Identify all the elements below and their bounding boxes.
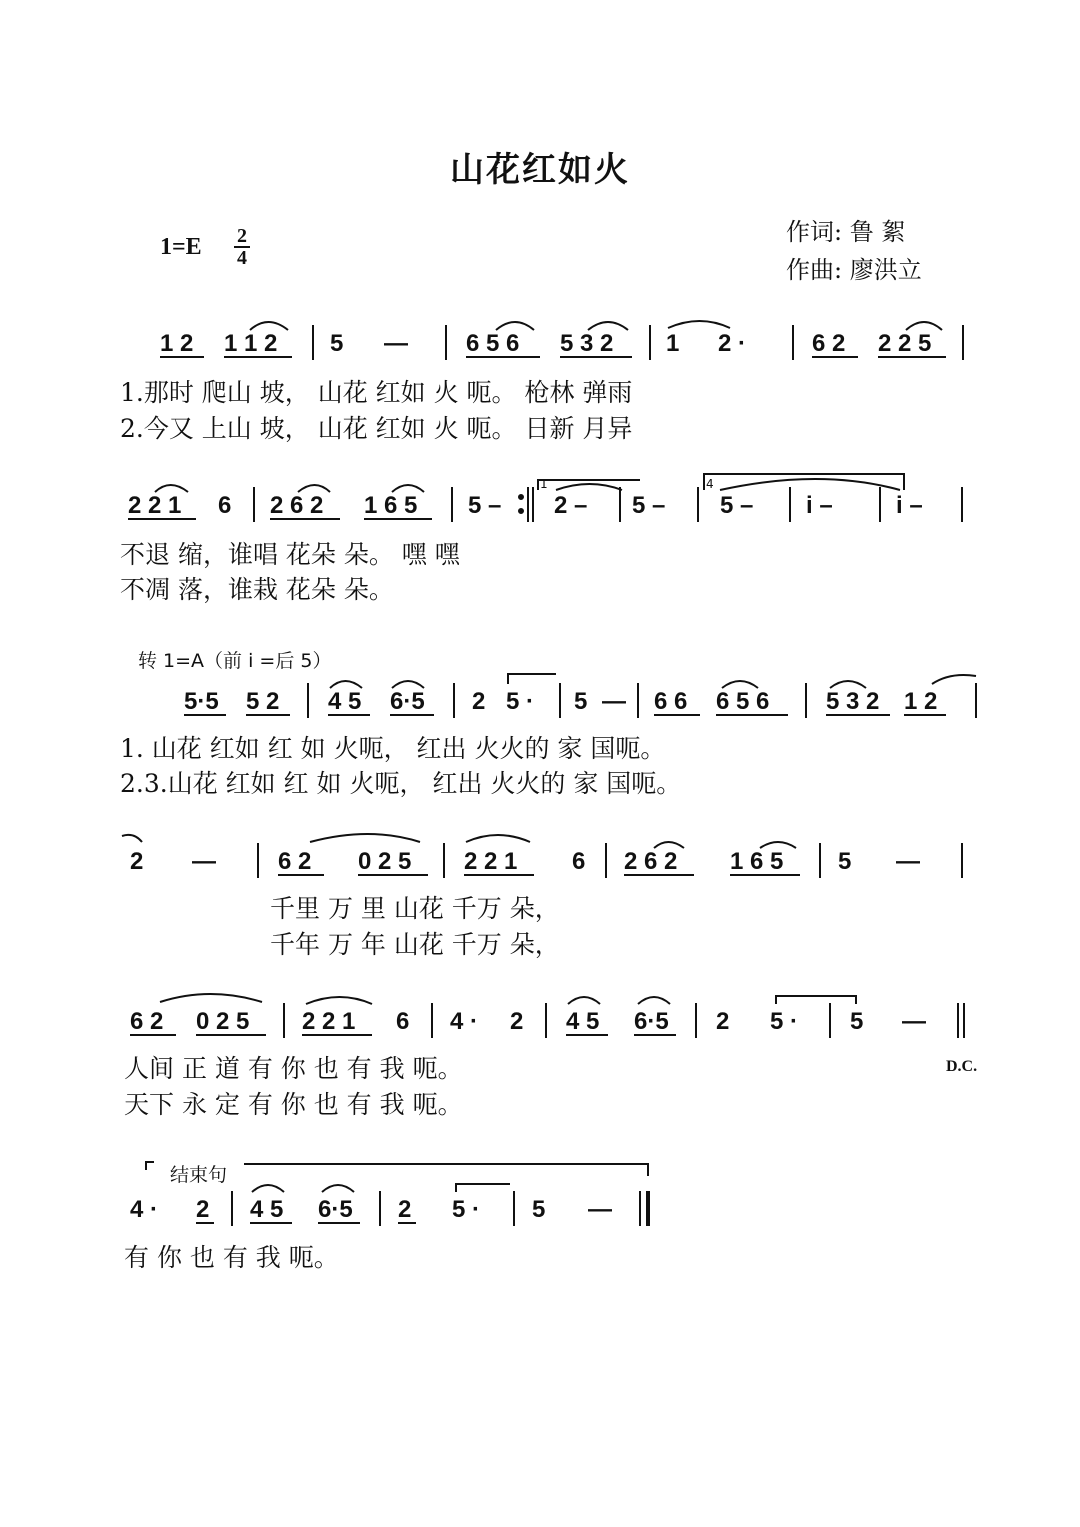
notes-s1-m4b: 2 · bbox=[718, 330, 747, 357]
slur bbox=[508, 674, 556, 684]
notes-s3-m2a: 4 5 bbox=[328, 688, 362, 715]
notes-s1-m3a: 6 5 6 bbox=[466, 330, 520, 357]
notes-s2-m1a: 2 2 1 bbox=[128, 492, 182, 519]
lyrics-s6: 有 你 也 有 我 呃。 bbox=[124, 1243, 339, 1272]
notes-s6-m1b: 2 bbox=[196, 1196, 210, 1223]
notes-s2-volta1-a: 2 – bbox=[554, 492, 588, 519]
notes-s1-m1a: 1 2 bbox=[160, 330, 194, 357]
notes-s5-m3b: 2 bbox=[510, 1008, 524, 1035]
notes-s6-m4a: 5 bbox=[532, 1196, 546, 1223]
volta-first-number: 1 bbox=[540, 477, 548, 491]
notes-s6-m4b: — bbox=[588, 1196, 612, 1223]
notes-s4-m1b: — bbox=[192, 848, 216, 875]
slur bbox=[160, 994, 262, 1002]
slur bbox=[720, 479, 900, 490]
lyrics-s4-verse2: 千年 万 年 山花 千万 朵， bbox=[270, 930, 560, 959]
notes-s3-m4a: 5 bbox=[574, 688, 588, 715]
notes-s5-m5a: 2 bbox=[716, 1008, 730, 1035]
notes-s2-volta2-b: i – bbox=[806, 492, 833, 519]
lyrics-s5-verse2: 天下 永 定 有 你 也 有 我 呃。 bbox=[124, 1090, 463, 1119]
slur bbox=[392, 485, 424, 492]
notes-s3-m4b: — bbox=[602, 688, 626, 715]
notes-s2-m3: 5 – bbox=[468, 492, 502, 519]
lyrics-s1-verse2: 2.今又 上山 坡， 山花 红如 火 呃。 日新 月异 bbox=[120, 414, 633, 443]
slur bbox=[250, 322, 288, 330]
notes-s5-m6b: — bbox=[902, 1008, 926, 1035]
notes-s1-m2b: — bbox=[384, 330, 408, 357]
slur bbox=[760, 842, 796, 848]
notes-s1-m2a: 5 bbox=[330, 330, 344, 357]
ending-label: 结束句 bbox=[170, 1164, 228, 1186]
lyrics-s1-verse1: 1.那时 爬山 坡， 山花 红如 火 呃。 枪林 弹雨 bbox=[120, 378, 633, 407]
notes-s4-m4a: 2 6 2 bbox=[624, 848, 678, 875]
slur bbox=[496, 322, 534, 330]
notes-s5-m6a: 5 bbox=[850, 1008, 864, 1035]
slur bbox=[906, 322, 942, 330]
notes-s5-m5b: 5 · bbox=[770, 1008, 799, 1035]
lyrics-s2-verse2: 不凋 落，谁栽 花朵 朵。 bbox=[120, 575, 394, 604]
time-signature-top: 2 bbox=[237, 225, 247, 247]
slur bbox=[306, 997, 372, 1004]
notes-s5-m2a: 2 2 1 bbox=[302, 1008, 356, 1035]
time-signature-bottom: 4 bbox=[234, 246, 250, 268]
slur bbox=[830, 681, 866, 688]
notes-s5-m1a: 6 2 bbox=[130, 1008, 164, 1035]
lyrics-s3-verse1: 1. 山花 红如 红 如 火呃， 红出 火火的 家 国呃。 bbox=[120, 734, 666, 763]
notes-s3-m2b: 6·5 bbox=[390, 688, 425, 715]
slur bbox=[722, 681, 758, 688]
slur bbox=[466, 835, 530, 842]
slur bbox=[298, 485, 330, 492]
notes-s4-m5b: — bbox=[896, 848, 920, 875]
repeat-dot bbox=[519, 509, 523, 513]
slur bbox=[456, 1184, 510, 1192]
notes-s6-m2a: 4 5 bbox=[250, 1196, 284, 1223]
notes-s2-volta1-b: 5 – bbox=[632, 492, 666, 519]
notes-s6-m3b: 5 · bbox=[452, 1196, 481, 1223]
slur bbox=[155, 485, 188, 492]
notes-s4-m4b: 1 6 5 bbox=[730, 848, 784, 875]
notes-s3-m5a: 6 6 bbox=[654, 688, 688, 715]
notes-s5-m4b: 6·5 bbox=[634, 1008, 669, 1035]
slur bbox=[330, 681, 362, 688]
slur bbox=[568, 997, 600, 1004]
ending-bracket-start bbox=[146, 1162, 154, 1170]
slur bbox=[310, 834, 420, 842]
notes-s4-m1a: 2 bbox=[130, 848, 144, 875]
notes-s3-m3b: 5 · bbox=[506, 688, 535, 715]
notes-s3-m6a: 5 3 2 bbox=[826, 688, 880, 715]
notes-s2-volta2-c: i – bbox=[896, 492, 923, 519]
lyrics-s4-verse1: 千里 万 里 山花 千万 朵， bbox=[270, 894, 560, 923]
notes-s4-m3b: 6 bbox=[572, 848, 586, 875]
notes-s3-m3a: 2 bbox=[472, 688, 486, 715]
slur bbox=[776, 996, 856, 1004]
notes-s3-m1b: 5 2 bbox=[246, 688, 280, 715]
slur bbox=[588, 322, 628, 330]
slur bbox=[932, 675, 976, 684]
notes-s1-m3b: 5 3 2 bbox=[560, 330, 614, 357]
notes-s6-m1a: 4 · bbox=[130, 1196, 159, 1223]
slur bbox=[392, 681, 424, 688]
dc-mark: D.C. bbox=[946, 1058, 978, 1075]
lyricist-credit: 作词: 鲁 絮 bbox=[786, 218, 906, 246]
notes-s1-m5a: 6 2 bbox=[812, 330, 846, 357]
notes-s2-m2b: 1 6 5 bbox=[364, 492, 418, 519]
ending-bracket bbox=[244, 1164, 648, 1176]
composer-credit: 作曲: 廖洪立 bbox=[786, 256, 922, 284]
song-title: 山花红如火 bbox=[450, 150, 630, 190]
slur bbox=[322, 1185, 354, 1192]
notes-s2-m2a: 2 6 2 bbox=[270, 492, 324, 519]
notes-s5-m4a: 4 5 bbox=[566, 1008, 600, 1035]
notes-s2-volta2-a: 5 – bbox=[720, 492, 754, 519]
notes-s3-m6b: 1 2 bbox=[904, 688, 938, 715]
modulation-note: 转 1=A（前 i̇ =后 5） bbox=[138, 650, 332, 672]
key-signature: 1=E bbox=[160, 234, 202, 260]
slur bbox=[252, 1185, 284, 1192]
slur bbox=[638, 997, 670, 1004]
notes-s5-m1b: 0 2 5 bbox=[196, 1008, 250, 1035]
notes-s4-m2b: 0 2 5 bbox=[358, 848, 412, 875]
notes-s3-m1a: 5·5 bbox=[184, 688, 219, 715]
notes-s6-m3a: 2 bbox=[398, 1196, 412, 1223]
notes-s6-m2b: 6·5 bbox=[318, 1196, 353, 1223]
notes-s4-m5a: 5 bbox=[838, 848, 852, 875]
volta-second-number: 4 bbox=[706, 477, 714, 491]
notes-s4-m3a: 2 2 1 bbox=[464, 848, 518, 875]
slur bbox=[556, 484, 622, 490]
lyrics-s3-verse2: 2.3.山花 红如 红 如 火呃， 红出 火火的 家 国呃。 bbox=[120, 769, 682, 798]
notes-s3-m5b: 6 5 6 bbox=[716, 688, 770, 715]
notes-s4-m2a: 6 2 bbox=[278, 848, 312, 875]
slur bbox=[122, 835, 142, 842]
notes-s1-m1b: 1 1 2 bbox=[224, 330, 278, 357]
notes-s1-m4a: 1 bbox=[666, 330, 680, 357]
repeat-dot bbox=[519, 495, 523, 499]
lyrics-s2-verse1: 不退 缩，谁唱 花朵 朵。 嘿 嘿 bbox=[120, 540, 460, 569]
notes-s5-m2b: 6 bbox=[396, 1008, 410, 1035]
lyrics-s5-verse1: 人间 正 道 有 你 也 有 我 呃。 bbox=[124, 1054, 463, 1083]
notes-s5-m3a: 4 · bbox=[450, 1008, 479, 1035]
notes-s2-m1b: 6 bbox=[218, 492, 232, 519]
slur bbox=[654, 842, 684, 848]
notes-s1-m5b: 2 2 5 bbox=[878, 330, 932, 357]
slur bbox=[668, 321, 730, 328]
